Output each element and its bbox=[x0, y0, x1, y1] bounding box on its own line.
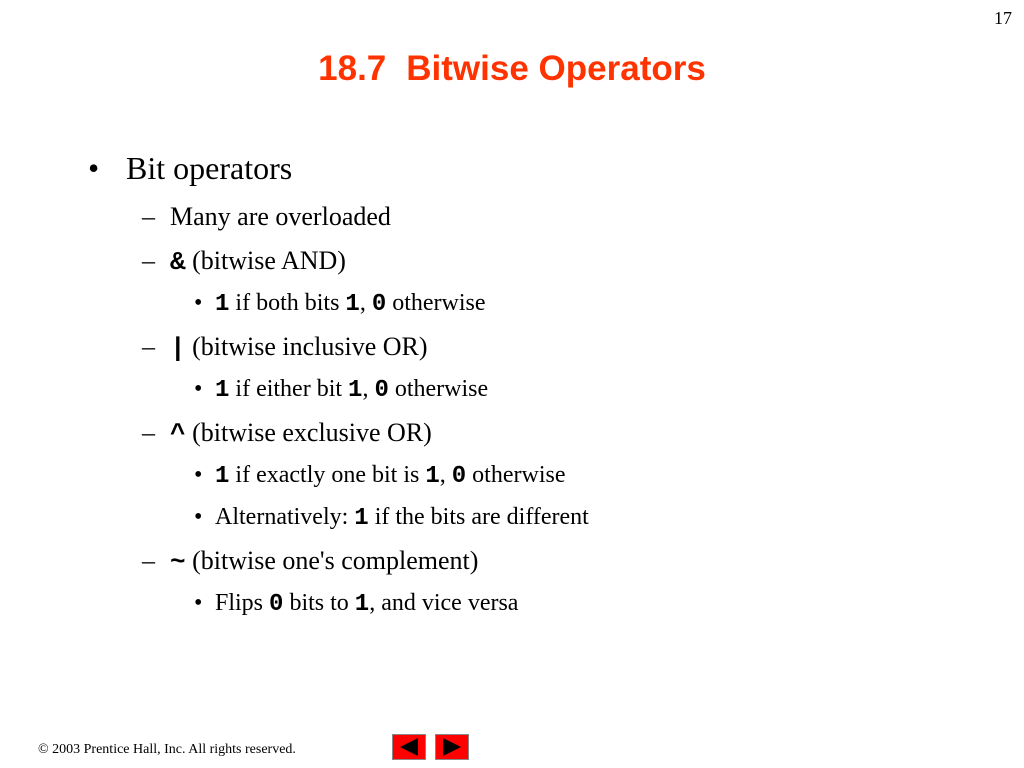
next-slide-button[interactable] bbox=[435, 734, 469, 760]
bullet-text bbox=[170, 200, 391, 234]
right-arrow-icon bbox=[436, 735, 468, 759]
code-token: 1 bbox=[215, 463, 230, 490]
bullet-marker: • bbox=[194, 290, 203, 316]
text-run: otherwise bbox=[388, 376, 489, 402]
title-text: Bitwise Operators bbox=[406, 49, 706, 88]
left-arrow-icon bbox=[393, 735, 425, 759]
bullet-text bbox=[170, 330, 428, 365]
bullet-marker: • bbox=[194, 376, 203, 402]
code-token: 0 bbox=[374, 377, 389, 404]
code-token: 1 bbox=[215, 377, 230, 404]
bullet-marker: • bbox=[194, 504, 203, 530]
text-run: (bitwise AND) bbox=[185, 246, 346, 275]
code-token: ^ bbox=[170, 419, 186, 449]
bullet-text bbox=[215, 588, 518, 620]
bullet-text bbox=[126, 148, 292, 188]
bullet-text bbox=[215, 374, 488, 406]
text-run: Many are overloaded bbox=[170, 202, 391, 231]
bullet-text bbox=[170, 416, 432, 451]
code-token: 0 bbox=[269, 591, 284, 618]
code-token: & bbox=[170, 247, 186, 277]
code-token: | bbox=[170, 333, 186, 363]
code-token: 1 bbox=[345, 291, 360, 318]
text-run: otherwise bbox=[466, 462, 566, 488]
bullet-marker: • bbox=[88, 150, 100, 186]
text-run: (bitwise exclusive OR) bbox=[185, 418, 432, 447]
text-run: Alternatively: bbox=[215, 504, 355, 530]
text-run: otherwise bbox=[386, 290, 486, 316]
bullet-marker: – bbox=[142, 246, 155, 275]
title-section-number: 18.7 bbox=[318, 49, 387, 88]
bullet-marker: – bbox=[142, 332, 155, 361]
bullet-marker: • bbox=[194, 590, 203, 616]
previous-slide-button[interactable] bbox=[392, 734, 426, 760]
code-token: ~ bbox=[170, 547, 186, 577]
text-run: , bbox=[359, 290, 372, 316]
code-token: 1 bbox=[215, 291, 230, 318]
text-run: if either bit bbox=[229, 376, 349, 402]
code-token: 0 bbox=[451, 463, 467, 490]
bullet-text bbox=[215, 460, 565, 492]
bullet-text bbox=[215, 502, 589, 534]
bullet-text bbox=[215, 288, 486, 320]
copyright-footer: © 2003 Prentice Hall, Inc. All rights reserved. bbox=[38, 742, 296, 757]
slide-title bbox=[0, 46, 1024, 92]
text-run: (bitwise one's complement) bbox=[185, 546, 479, 575]
text-run: , bbox=[439, 462, 452, 488]
text-run: , and vice versa bbox=[369, 590, 519, 616]
code-token: 0 bbox=[371, 291, 387, 318]
bullet-text bbox=[170, 544, 478, 579]
text-run: if the bits are different bbox=[368, 504, 589, 530]
slide-number: 17 bbox=[994, 8, 1012, 28]
text-run: if exactly one bit is bbox=[229, 462, 426, 488]
text-run: , bbox=[362, 376, 375, 402]
bullet-text bbox=[170, 244, 346, 279]
text-run: if both bits bbox=[229, 290, 346, 316]
text-run: Bit operators bbox=[126, 150, 293, 186]
bullet-marker: – bbox=[142, 202, 155, 231]
bullet-marker: • bbox=[194, 462, 203, 488]
code-token: 1 bbox=[354, 591, 370, 618]
text-run: Flips bbox=[215, 590, 270, 616]
bullet-marker: – bbox=[142, 546, 155, 575]
text-run: bits to bbox=[283, 590, 355, 616]
bullet-marker: – bbox=[142, 418, 155, 447]
code-token: 1 bbox=[425, 463, 440, 490]
text-run: (bitwise inclusive OR) bbox=[185, 332, 428, 361]
code-token: 1 bbox=[354, 505, 369, 532]
code-token: 1 bbox=[348, 377, 363, 404]
